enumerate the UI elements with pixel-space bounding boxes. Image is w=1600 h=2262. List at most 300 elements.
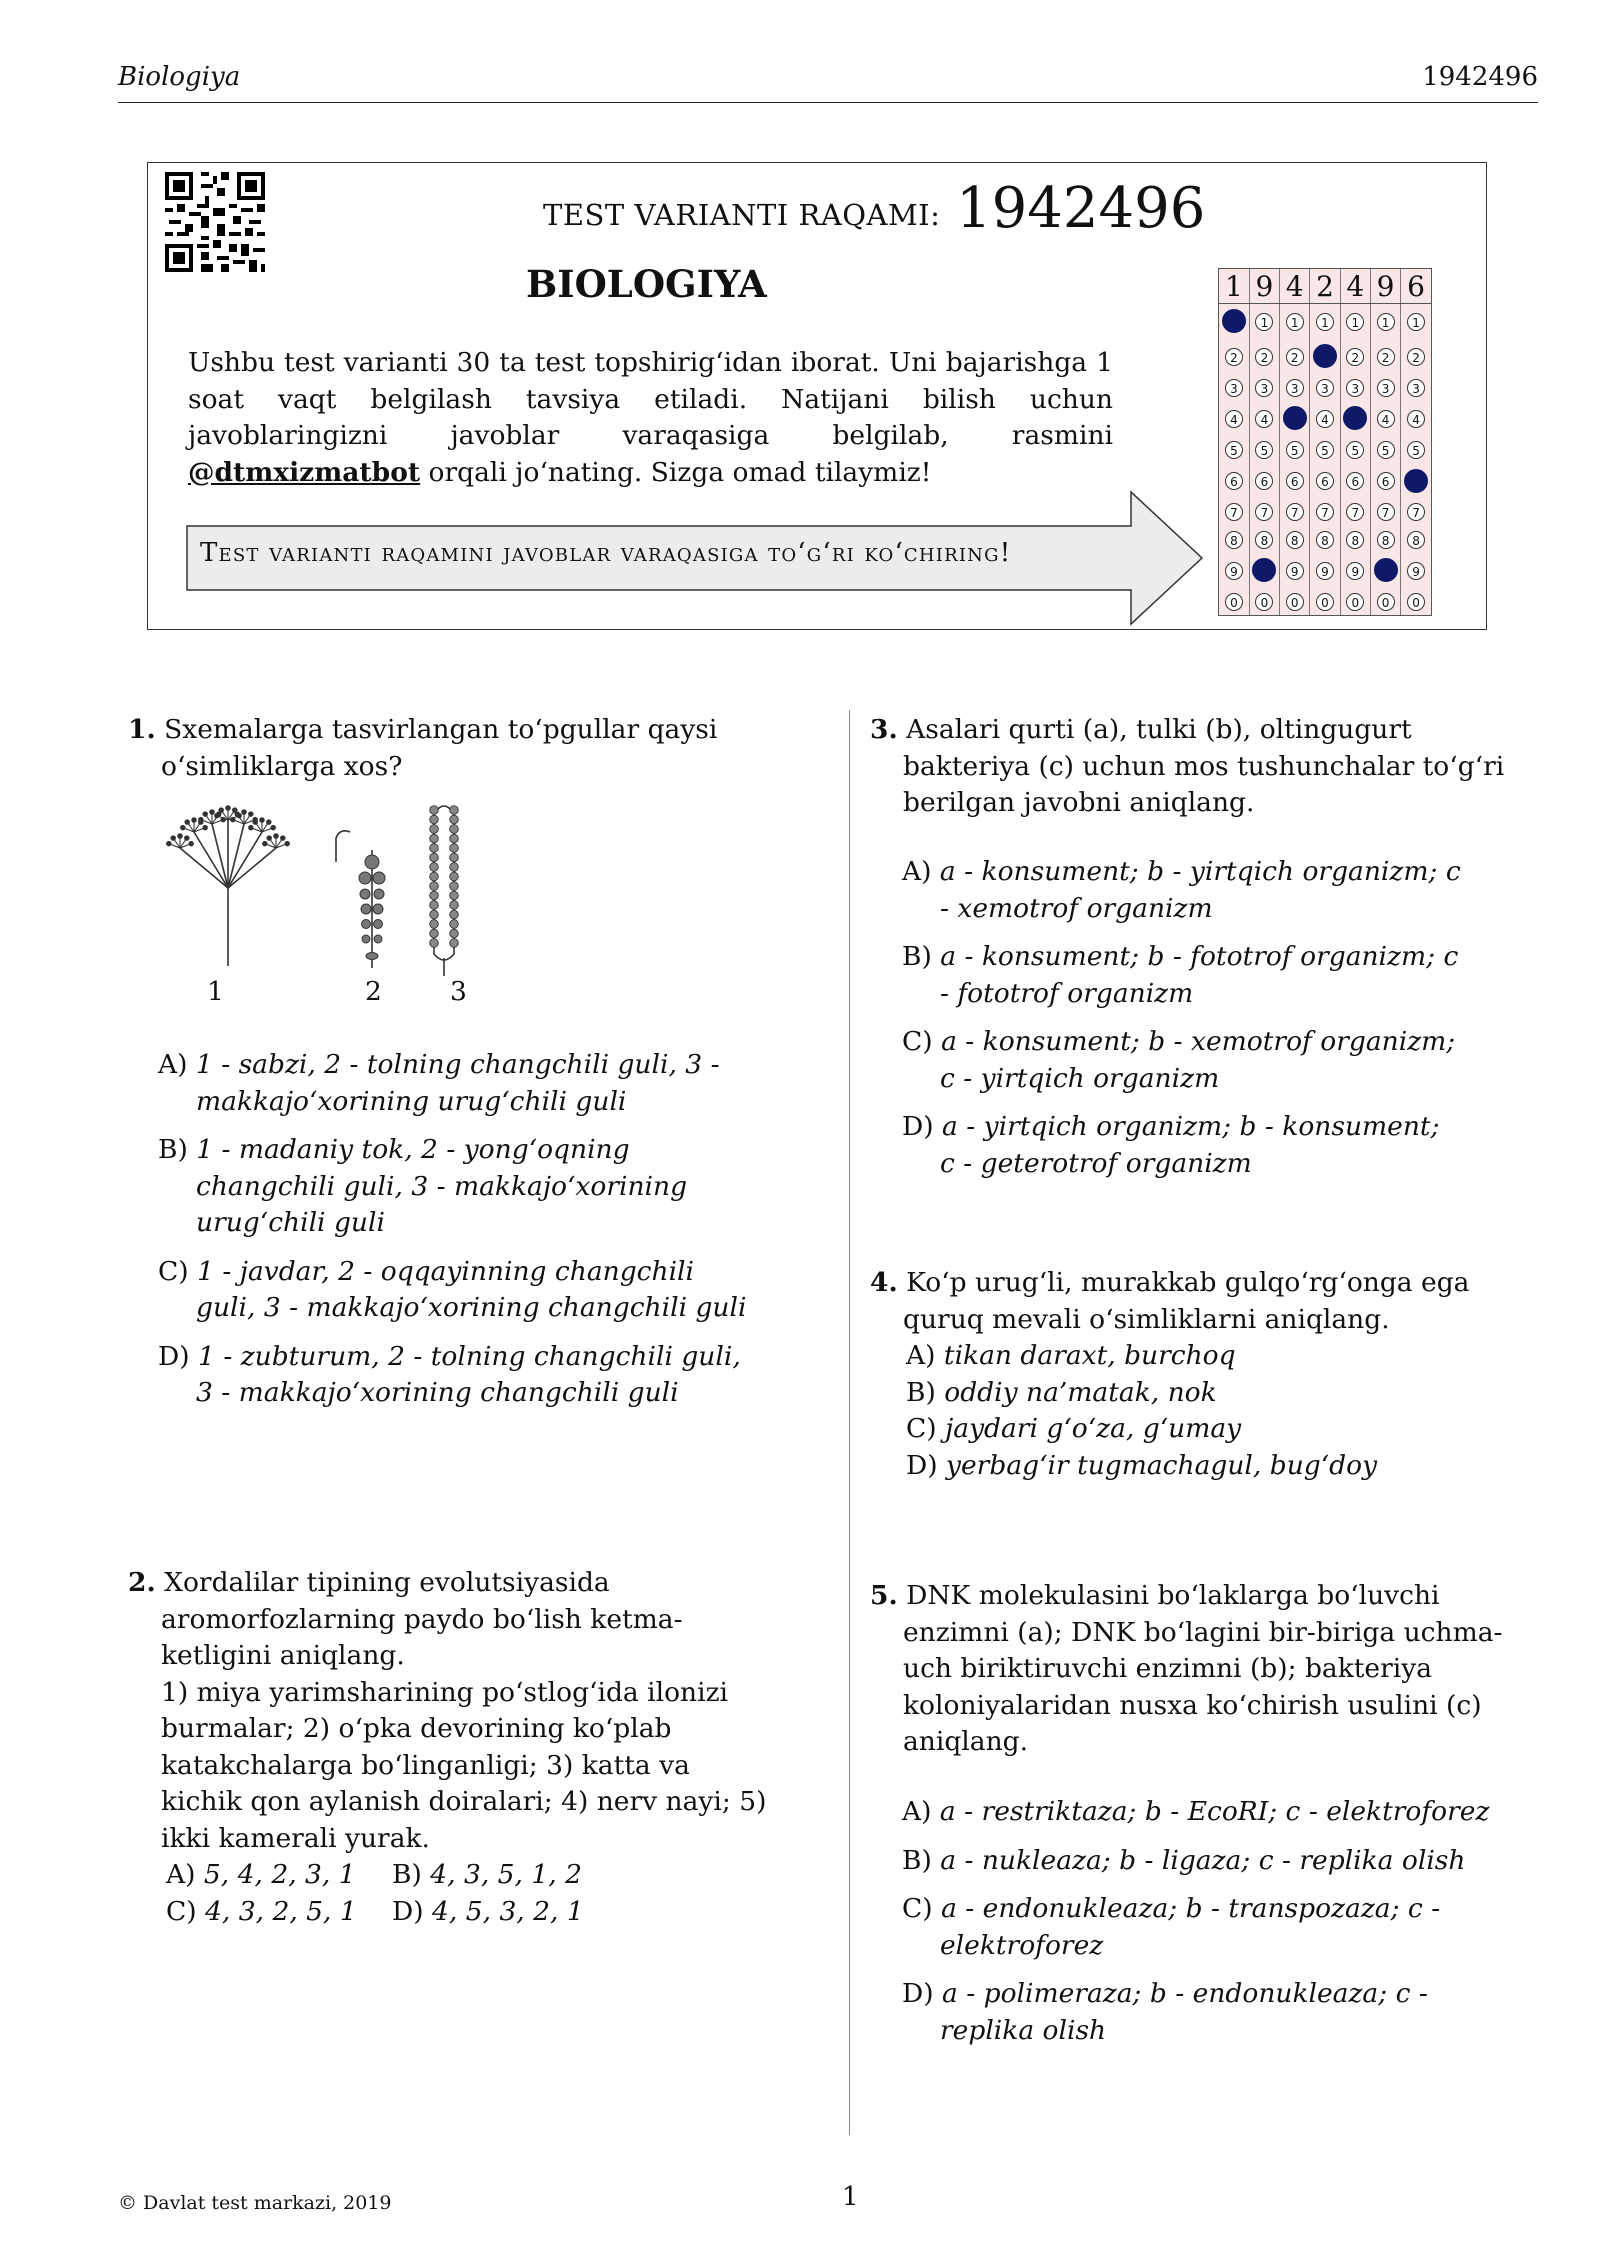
intro-part-2: orqali jo‘nating. Sizga omad tilaymiz! [420, 456, 932, 488]
grid-cell [1249, 304, 1279, 339]
grid-cell [1370, 498, 1400, 525]
option-text: 4, 3, 2, 5, 1 [205, 1895, 357, 1927]
grain [450, 825, 459, 834]
empty-bubble[interactable]: 8 [1377, 531, 1395, 549]
empty-bubble[interactable]: 8 [1255, 531, 1273, 549]
grain [450, 872, 459, 881]
filled-bubble[interactable] [1343, 406, 1367, 430]
header-rule [118, 102, 1538, 103]
option-letter: A) [166, 1859, 196, 1890]
flower-dot [281, 836, 285, 840]
flower-dot [203, 825, 207, 829]
question-4 [870, 1265, 1510, 1484]
empty-bubble[interactable]: 3 [1255, 379, 1273, 397]
grid-cell [1219, 553, 1249, 588]
option-b[interactable] [906, 1375, 1510, 1412]
grid-cell [1310, 374, 1340, 401]
grain [450, 853, 459, 862]
option-letter: A) [902, 856, 932, 887]
flower-dot [203, 812, 207, 816]
figure-label-3: 3 [450, 976, 467, 1007]
grid-cell [1340, 436, 1370, 463]
option-b[interactable] [902, 939, 1462, 1012]
grain [450, 920, 459, 929]
grain [430, 901, 439, 910]
empty-bubble[interactable]: 4 [1225, 410, 1243, 428]
grid-cell [1310, 436, 1340, 463]
empty-bubble[interactable]: 3 [1316, 379, 1334, 397]
grain [430, 844, 439, 853]
empty-bubble[interactable]: 5 [1407, 441, 1425, 459]
empty-bubble[interactable]: 3 [1377, 379, 1395, 397]
empty-bubble[interactable]: 8 [1225, 531, 1243, 549]
flower-dot [235, 812, 239, 816]
question-4-options [870, 1338, 1510, 1484]
question-number: 4. [870, 1267, 898, 1298]
empty-bubble[interactable]: 4 [1377, 410, 1395, 428]
intro-text [188, 345, 1113, 491]
header-variant: 1942496 [1422, 62, 1538, 92]
grid-cell [1370, 463, 1400, 498]
question-number: 5. [870, 1580, 898, 1611]
grid-cell [1280, 498, 1310, 525]
grid-cell [1219, 304, 1249, 339]
flower-dot [226, 806, 230, 810]
empty-bubble[interactable]: 9 [1225, 562, 1243, 580]
option-text: jaydari g‘o‘za, g‘umay [945, 1413, 1242, 1444]
question-items: 1) miya yarimsharining po‘stlog‘ida ilonizi burmalar; 2) o‘pka devorining ko‘plab katakchalarga bo‘linganligi; 3) katta va kichik qon aylanish doiralari; 4) nerv nayi; 5) ikki kamerali yurak. [161, 1676, 767, 1854]
option-c[interactable] [902, 1891, 1512, 1964]
grid-cell [1249, 525, 1279, 552]
flower-dot [274, 834, 278, 838]
option-letter: D) [902, 1978, 934, 2009]
grid-cell [1280, 436, 1310, 463]
grid-digit: 1 [1219, 269, 1249, 304]
grain [450, 863, 459, 872]
grain [450, 806, 459, 815]
grain [450, 901, 459, 910]
option-c[interactable] [906, 1411, 1510, 1448]
flower-dot [171, 836, 175, 840]
flower-dot [215, 813, 219, 817]
grid-cell [1401, 304, 1431, 339]
question-number: 3. [870, 714, 898, 745]
grain [430, 939, 439, 948]
grain [430, 891, 439, 900]
grid-cell [1219, 436, 1249, 463]
empty-bubble[interactable]: 6 [1286, 472, 1304, 490]
question-2 [128, 1565, 768, 1930]
grid-cell [1401, 436, 1431, 463]
option-letter: D) [902, 1111, 934, 1142]
grid-cell [1280, 304, 1310, 339]
filled-bubble[interactable] [1313, 344, 1337, 368]
footer-copyright: © Davlat test markazi, 2019 [118, 2192, 392, 2214]
empty-bubble[interactable]: 7 [1346, 503, 1364, 521]
flower-dot [267, 820, 271, 824]
question-text: Xordalilar tipining evolutsiyasida aromorfozlarning paydo bo‘lish ketma-ketligini aniqlang. [161, 1567, 683, 1671]
variant-label: TEST VARIANTI RAQAMI: [543, 198, 941, 232]
question-number: 2. [128, 1567, 156, 1598]
figure-label-2: 2 [365, 976, 382, 1007]
grid-cell [1340, 304, 1370, 339]
option-letter: D) [158, 1340, 190, 1372]
option-letter: B) [906, 1376, 936, 1408]
grid-cell [1219, 463, 1249, 498]
grid-cell [1340, 553, 1370, 588]
grid-cell [1310, 498, 1340, 525]
header-subject: Biologiya [118, 62, 241, 92]
question-5-options [902, 1794, 1512, 2061]
empty-bubble[interactable]: 4 [1255, 410, 1273, 428]
empty-bubble[interactable]: 8 [1316, 531, 1334, 549]
grid-cell [1310, 587, 1340, 615]
grid-cell [1340, 587, 1370, 615]
grid-cell [1340, 374, 1370, 401]
empty-bubble[interactable]: 4 [1407, 410, 1425, 428]
empty-bubble[interactable]: 9 [1286, 562, 1304, 580]
grain [450, 844, 459, 853]
flower-dot [199, 817, 203, 821]
option-letter: C) [902, 1893, 933, 1924]
grid-cell [1249, 498, 1279, 525]
question-1 [128, 712, 768, 785]
empty-bubble[interactable]: 6 [1255, 472, 1273, 490]
grid-cell [1401, 339, 1431, 374]
grid-cell [1249, 587, 1279, 615]
grid-cell [1401, 587, 1431, 615]
grid-cell [1219, 498, 1249, 525]
empty-bubble[interactable]: 2 [1377, 348, 1395, 366]
empty-bubble[interactable]: 8 [1346, 531, 1364, 549]
grain [430, 863, 439, 872]
grain [430, 882, 439, 891]
grid-cell [1370, 525, 1400, 552]
page-number: 1 [842, 2182, 859, 2212]
grid-cell [1280, 525, 1310, 552]
option-b[interactable] [158, 1132, 758, 1242]
empty-bubble[interactable]: 3 [1286, 379, 1304, 397]
flower-dot [185, 820, 189, 824]
qr-code-icon [165, 172, 265, 272]
option-letter: B) [902, 941, 932, 972]
grid-cell [1280, 374, 1310, 401]
option-b[interactable] [902, 1843, 1512, 1880]
option-letter: B) [902, 1844, 932, 1876]
flower-dot [249, 812, 253, 816]
option-letter: C) [158, 1255, 189, 1287]
telegram-bot-link[interactable]: @dtmxizmatbot [188, 456, 421, 488]
empty-bubble[interactable]: 1 [1286, 313, 1304, 331]
empty-bubble[interactable]: 7 [1316, 503, 1334, 521]
question-2-options [128, 1857, 768, 1930]
question-text: DNK molekulasini bo‘laklarga bo‘luvchi enzimni (a); DNK bo‘lagini bir-biriga uchma-uch biriktiruvchi enzimni (b); bakteriya koloniyalaridan nusxa ko‘chirish usulini (c) aniqlang. [903, 1580, 1503, 1757]
empty-bubble[interactable]: 1 [1255, 313, 1273, 331]
option-text: 1 - sabzi, 2 - tolning changchili guli, 3 - makkajo‘xorining urug‘chili guli [195, 1049, 720, 1117]
grid-cell [1249, 436, 1279, 463]
grid-cell [1401, 553, 1431, 588]
empty-bubble[interactable]: 0 [1407, 593, 1425, 611]
grid-digit: 6 [1401, 269, 1431, 304]
filled-bubble[interactable] [1374, 558, 1398, 582]
option-letter: A) [902, 1796, 932, 1827]
filled-bubble[interactable] [1283, 406, 1307, 430]
grain [450, 815, 459, 824]
grain [430, 929, 439, 938]
flower-dot [263, 841, 267, 845]
flower-dot [185, 836, 189, 840]
grid-cell [1310, 463, 1340, 498]
question-3 [870, 712, 1520, 822]
empty-bubble[interactable]: 7 [1225, 503, 1243, 521]
grid-cell [1401, 463, 1431, 498]
grain [450, 891, 459, 900]
option-d[interactable] [902, 1976, 1512, 2049]
grid-cell [1310, 304, 1340, 339]
flower-dot [267, 836, 271, 840]
option-text: 1 - zubturum, 2 - tolning changchili guli, 3 - makkajo‘xorining changchili guli [196, 1340, 741, 1408]
grain [430, 910, 439, 919]
empty-bubble[interactable]: 4 [1316, 410, 1334, 428]
empty-bubble[interactable]: 9 [1346, 562, 1364, 580]
empty-bubble[interactable]: 5 [1377, 441, 1395, 459]
option-a[interactable] [166, 1857, 392, 1894]
grid-cell [1340, 498, 1370, 525]
empty-bubble[interactable]: 7 [1377, 503, 1395, 521]
filled-bubble[interactable] [1404, 469, 1428, 493]
grid-cell [1310, 553, 1340, 588]
option-letter: C) [906, 1413, 937, 1444]
grid-cell [1370, 374, 1400, 401]
question-number: 1. [128, 714, 156, 745]
grid-cell [1340, 339, 1370, 374]
empty-bubble[interactable]: 1 [1407, 313, 1425, 331]
grain [450, 939, 459, 948]
flower-dot [178, 834, 182, 838]
grid-cell [1219, 374, 1249, 401]
option-c[interactable] [166, 1894, 392, 1931]
flower-dot [242, 810, 246, 814]
empty-bubble[interactable]: 6 [1346, 472, 1364, 490]
empty-bubble[interactable]: 3 [1407, 379, 1425, 397]
option-text: a - polimeraza; b - endonukleaza; c - replika olish [940, 1978, 1428, 2046]
option-letter: A) [906, 1340, 936, 1371]
grain [430, 825, 439, 834]
empty-bubble[interactable]: 1 [1377, 313, 1395, 331]
option-text: yerbag‘ir tugmachagul, bug‘doy [946, 1449, 1378, 1481]
grid-cell [1340, 401, 1370, 436]
grain [450, 834, 459, 843]
grid-cell [1280, 401, 1310, 436]
grid-cell [1401, 525, 1431, 552]
option-letter: A) [158, 1049, 188, 1080]
grid-cell [1249, 553, 1279, 588]
option-letter: D) [906, 1449, 938, 1481]
grid-cell [1340, 463, 1370, 498]
flower-dot [285, 841, 289, 845]
filled-bubble[interactable] [1222, 309, 1246, 333]
option-text: a - konsument; b - fototrof organizm; c - fototrof organizm [940, 941, 1459, 1009]
grid-cell [1219, 339, 1249, 374]
empty-bubble[interactable]: 0 [1225, 593, 1243, 611]
empty-bubble[interactable]: 2 [1255, 348, 1273, 366]
option-a[interactable] [906, 1338, 1510, 1375]
empty-bubble[interactable]: 5 [1346, 441, 1364, 459]
flower-dot [181, 825, 185, 829]
option-c[interactable] [902, 1024, 1462, 1097]
grain [430, 806, 439, 815]
empty-bubble[interactable]: 0 [1346, 593, 1364, 611]
grain [430, 834, 439, 843]
grid-cell [1370, 339, 1400, 374]
question-text: Sxemalarga tasvirlangan to‘pgullar qaysi o‘simliklarga xos? [161, 714, 718, 782]
option-d[interactable] [158, 1339, 758, 1412]
arrow-instruction: Test varianti raqamini javoblar varaqasiga to‘g‘ri ko‘chiring! [200, 538, 1012, 568]
question-1-options [158, 1047, 758, 1424]
grid-cell [1370, 304, 1400, 339]
empty-bubble[interactable]: 7 [1286, 503, 1304, 521]
empty-bubble[interactable]: 8 [1286, 531, 1304, 549]
option-a[interactable] [902, 1794, 1512, 1831]
empty-bubble[interactable]: 0 [1377, 593, 1395, 611]
grain [430, 872, 439, 881]
column-divider [849, 710, 850, 2135]
empty-bubble[interactable]: 7 [1407, 503, 1425, 521]
grid-cell [1370, 436, 1400, 463]
empty-bubble[interactable]: 3 [1346, 379, 1364, 397]
grid-cell [1280, 587, 1310, 615]
empty-bubble[interactable]: 7 [1255, 503, 1273, 521]
grid-cell [1219, 587, 1249, 615]
empty-bubble[interactable]: 0 [1255, 593, 1273, 611]
grain [450, 910, 459, 919]
option-text: oddiy na’matak, nok [944, 1376, 1217, 1408]
flower-dot [253, 820, 257, 824]
grain [450, 882, 459, 891]
empty-bubble[interactable]: 6 [1316, 472, 1334, 490]
option-d[interactable] [392, 1894, 622, 1931]
empty-bubble[interactable]: 1 [1316, 313, 1334, 331]
option-text: a - endonukleaza; b - transpozaza; c - elektroforez [940, 1893, 1441, 1961]
flower-dot [167, 841, 171, 845]
option-text: 5, 4, 2, 3, 1 [203, 1859, 356, 1890]
empty-bubble[interactable]: 6 [1225, 472, 1243, 490]
flower-dot [231, 817, 235, 821]
subject-title: BIOLOGIYA [526, 262, 767, 306]
grid-cell [1401, 374, 1431, 401]
grid-cell [1249, 339, 1279, 374]
grid-cell [1249, 463, 1279, 498]
option-text: a - konsument; b - xemotrof organizm; c - yirtqich organizm [940, 1026, 1456, 1094]
grid-cell [1310, 401, 1340, 436]
intro-part-1: Ushbu test varianti 30 ta test topshirig‘idan iborat. Uni bajarishga 1 soat vaqt belgilash tavsiya etiladi. Natijani bilish uchun javoblaringizni javoblar varaqasiga belgilab, rasmini [188, 347, 1113, 451]
empty-bubble[interactable]: 0 [1316, 593, 1334, 611]
question-5 [870, 1578, 1520, 1761]
option-text: tikan daraxt, burchoq [943, 1340, 1236, 1371]
grid-digit: 9 [1370, 269, 1400, 304]
grid-cell [1249, 401, 1279, 436]
option-d[interactable] [902, 1109, 1462, 1182]
option-a[interactable] [902, 854, 1462, 927]
grid-cell [1249, 374, 1279, 401]
option-b[interactable] [392, 1857, 622, 1894]
option-text: a - yirtqich organizm; b - konsument; c - geterotrof organizm [940, 1111, 1440, 1179]
grid-cell [1370, 401, 1400, 436]
question-text: Asalari qurti (a), tulki (b), oltingugurt bakteriya (c) uchun mos tushunchalar to‘g‘ri berilgan javobni aniqlang. [903, 714, 1505, 818]
option-text: a - nukleaza; b - ligaza; c - replika olish [940, 1844, 1466, 1876]
option-letter: B) [392, 1859, 422, 1890]
empty-bubble[interactable]: 2 [1346, 348, 1364, 366]
option-text: 1 - madaniy tok, 2 - yong‘oqning changchili guli, 3 - makkajo‘xorining urug‘chili guli [196, 1134, 688, 1238]
grid-digit: 9 [1249, 269, 1279, 304]
empty-bubble[interactable]: 9 [1407, 562, 1425, 580]
empty-bubble[interactable]: 5 [1255, 441, 1273, 459]
option-letter: B) [158, 1134, 188, 1165]
option-letter: C) [166, 1895, 197, 1927]
grid-digit: 4 [1340, 269, 1370, 304]
grid-cell [1280, 553, 1310, 588]
empty-bubble[interactable]: 2 [1286, 348, 1304, 366]
option-letter: C) [902, 1026, 933, 1057]
figure-label-1: 1 [207, 976, 224, 1007]
option-a[interactable] [158, 1047, 758, 1120]
grid-digit: 2 [1310, 269, 1340, 304]
flower-dot [260, 818, 264, 822]
option-text: a - restriktaza; b - EcoRI; c - elektroforez [939, 1796, 1490, 1827]
empty-bubble[interactable]: 9 [1316, 562, 1334, 580]
grid-cell [1370, 553, 1400, 588]
option-text: 4, 3, 5, 1, 2 [430, 1859, 582, 1890]
empty-bubble[interactable]: 5 [1286, 441, 1304, 459]
flower-dot [219, 808, 223, 812]
grid-cell [1280, 463, 1310, 498]
option-d[interactable] [906, 1448, 1510, 1485]
option-text: 4, 5, 3, 2, 1 [432, 1895, 584, 1927]
variant-bubble-grid [1218, 268, 1432, 616]
empty-bubble[interactable]: 6 [1377, 472, 1395, 490]
grid-cell [1401, 401, 1431, 436]
option-text: a - konsument; b - yirtqich organizm; c - xemotrof organizm [939, 856, 1461, 924]
empty-bubble[interactable]: 0 [1286, 593, 1304, 611]
question-3-options [902, 854, 1462, 1194]
empty-bubble[interactable]: 5 [1316, 441, 1334, 459]
empty-bubble[interactable]: 2 [1225, 348, 1243, 366]
filled-bubble[interactable] [1252, 558, 1276, 582]
option-letter: D) [392, 1895, 424, 1927]
grid-cell [1370, 587, 1400, 615]
grid-cell [1219, 525, 1249, 552]
variant-number: 1942496 [956, 176, 1206, 241]
grid-cell [1401, 498, 1431, 525]
option-text: 1 - javdar, 2 - oqqayinning changchili guli, 3 - makkajo‘xorining changchili guli [196, 1255, 747, 1323]
grid-cell [1310, 525, 1340, 552]
grain [450, 929, 459, 938]
empty-bubble[interactable]: 5 [1225, 441, 1243, 459]
empty-bubble[interactable]: 8 [1407, 531, 1425, 549]
grid-cell [1340, 525, 1370, 552]
grain [430, 920, 439, 929]
grid-digit: 4 [1280, 269, 1310, 304]
flower-dot [192, 818, 196, 822]
grid-cell [1280, 339, 1310, 374]
grain [430, 815, 439, 824]
empty-bubble[interactable]: 2 [1407, 348, 1425, 366]
option-c[interactable] [158, 1254, 758, 1327]
grid-cell [1219, 401, 1249, 436]
empty-bubble[interactable]: 1 [1346, 313, 1364, 331]
empty-bubble[interactable]: 3 [1225, 379, 1243, 397]
grid-cell [1310, 339, 1340, 374]
